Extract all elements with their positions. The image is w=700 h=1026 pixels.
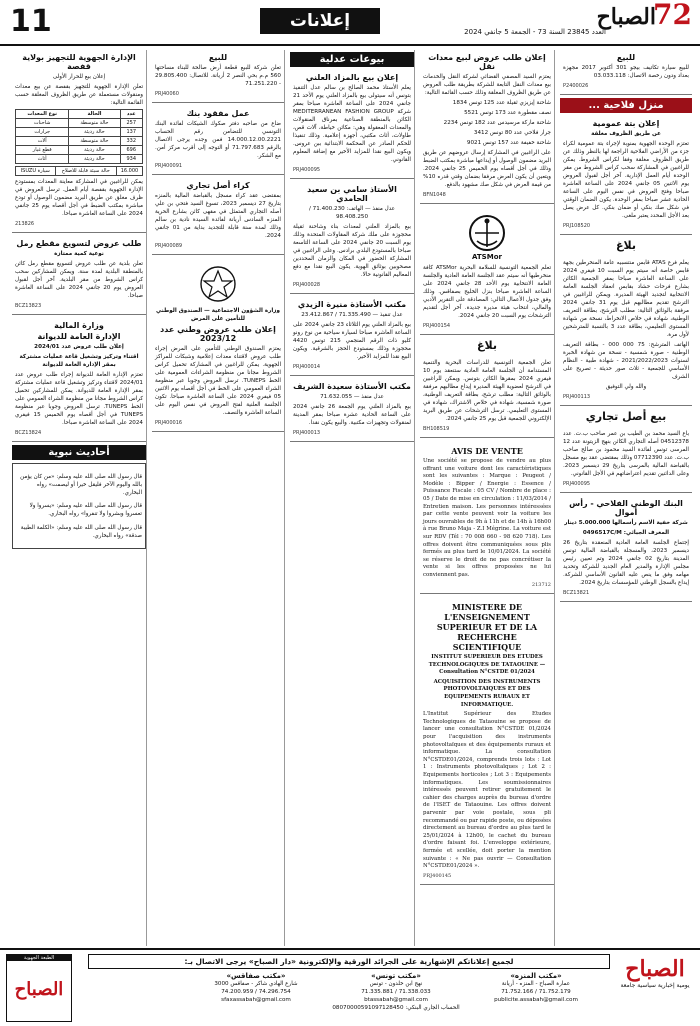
ad-title: الإدارة الجهوية للتجهيز بولاية قفصة (22, 53, 136, 71)
ad-text: بمقتضى عقد كراء مسجل بالقباضة المالية بالمنزه بتاريخ 27 ديسمبر 2023، تسوغ السيد فتحي بن علي أصله التجاري المتمثل في مقهى كائن بشارع الحرية المنزه السادس أريانة لفائدة السيدة نادية بن سالم وذلك لمدة سنة قابلة للتجديد بداية من 01 جانفي 2024. (155, 193, 281, 239)
section-heading: منزل فلاحية ... (560, 98, 692, 113)
ad-org: وزارة الشؤون الاجتماعية — الصندوق الوطني للتأمين على المرض (156, 308, 280, 322)
footer-headline: لجميع إعلاناتكم الإشهارية على الجرائد الورقية والإلكترونية «دار الصباح» يرجى الاتصال بـ: (88, 954, 610, 969)
ad-title: البنك الوطني الفلاحي - رأس أموال (569, 499, 683, 517)
table-cell: 332 (120, 137, 142, 146)
office-address: نهج ابن خلدون - تونس (369, 981, 423, 987)
ad-note: والله ولي التوفيق (605, 384, 647, 390)
ad-ref: PRJ400028 (293, 282, 321, 288)
equipment-table (15, 109, 143, 164)
ad-equipment-sale (12, 50, 146, 233)
atsmor-logo-icon (442, 213, 532, 261)
office-title: «مكتب المنزه» (510, 972, 562, 980)
list-item: شاحنة ماركة مرسيدس عدد 182 تونس 2234 (443, 120, 551, 126)
ad-text: بيع بالمزاد العلني يوم الجمعة 26 جانفي 2024 على الساعة الحادية عشرة صباحا بمقر المدينة لمنقولات وتجهيزات مكتبية. والبيع يكون نقدا. (293, 404, 411, 426)
section-heading: أحاديث نبوية (12, 445, 146, 460)
ad-title: كراء أصل تجاري (186, 181, 250, 190)
ad-consultation (420, 597, 554, 885)
ad-line: شركة خفية الاسم رأسمالها 5.000.000 دينار (564, 520, 688, 526)
ad-title: إعلان بيع بالمزاد العلني (305, 73, 399, 82)
ad-ref: PRJ400016 (155, 420, 183, 426)
ad-bank-notice (560, 496, 692, 602)
list-item: شاحنة خفيفة عدد 157 تونس 9021 (466, 140, 551, 146)
ad-text: على الراغبين في المشاركة إرسال عروضهم عن طريق البريد مضمون الوصول أو إيداعها مباشرة بمكتب الضبط وذلك في أجل أقصاه يوم الخميس 25 جانفي 2024. ويتعين أن يكون العرض مرفقا بضمان وقتي قدره 10% من قيمة العرض في شكل صك مشهود بالدفع. (423, 150, 551, 188)
ad-text: يعتزم السيد المصفي القضائي لشركة النقل والخدمات بيع معدات النقل التابعة للشركة بطريقة طلب العروض عن طريق الظروف المغلقة وذلك حسب القائمة التالية: (423, 74, 551, 96)
table-header-cell: عدد (120, 110, 142, 119)
ad-text: باع السيد محمد بن الطيب بن عمر صاحب ب.ت. عدد 04512378 أصله التجاري الكائن بنهج الزيتونة عدد 12 المرسى تونس لفائدة السيد محمود بن صالح صاحب ب.ت. عدد 07712390 وذلك بمقتضى عقد بيع مسجل بالقباضة المالية بالمرسى بتاريخ 29 ديسمبر 2023. وعلى الدائنين تقديم اعتراضاتهم في الأجل القانوني. (563, 431, 690, 477)
ad-object: اقتناء وتركيز وتشغيل قاعة عمليات مشتركة بمقر الإدارة العامة للديوانة (19, 354, 139, 368)
regional-tag: الطبعة الجهوية (7, 955, 71, 961)
table-header-cell: الحالة (69, 110, 120, 119)
ad-avis-de-vente (420, 441, 554, 594)
table-cell: حالة رديئة (69, 128, 120, 137)
page-number: 11 (10, 4, 52, 39)
table-row (16, 146, 143, 155)
ad-ref: BCZ13824 (15, 430, 42, 436)
table-cell: 934 (120, 155, 142, 164)
ad-text: يعلم الأستاذ محمد الصالح بن سالم عدل التنفيذ بتونس أنه سيتولى بيع بالمزاد العلني يوم الأحد 21 جانفي 2024 على الساعة العاشرة صباحا بمقر شركة MEDITERRANEAN FASHION GROUP الكائن بالمنطقة الصناعية بمرناق المنقولات والمعدات المعقولة وهي: مكائن خياطة، آلات قص، طاولات، أثاث مكتبي، أجهزة إعلامية. وذلك تنفيذا للحكم الصادر عن المحكمة الابتدائية ببن عروس. ويكون البيع نقدا للمزايد الأخير مع إضافة المعلوم القانوني. (293, 85, 411, 163)
table-cell: جرارات (16, 128, 69, 137)
ad-text: ضاع من صاحبه دفتر صكوك الشيكات لفائدة البنك التونسي للتضامن رقم الحساب 14.000.12.00.2221 فمن وجده يرجى الاتصال بالرقم 71.797.683 أو التوجه إلى أقرب مركز أمن. ‏مع الشكر. (155, 121, 281, 159)
ad-lost-item (152, 106, 284, 175)
ad-ref: PRJ400091 (155, 163, 183, 169)
table-row (16, 119, 143, 128)
ad-text: بيع بالمزاد العلني يوم الثلاثاء 23 جانفي 2024 على الساعة العاشرة صباحا لسيارة سياحية من نوع رونو كليو ذات الرقم المنجمي 215 تونس 4420 محجوزة وذلك بمستودع الحجز بالشرقية. ويكون البيع نقدا للمزايد الأخير. (293, 322, 411, 360)
ad-ref: PRJ400145 (423, 872, 452, 879)
ad-text: تعلن الجمعية التونسية للدراسات البحرية والتنمية المستدامة أن الجلسة العامة العادية ستنعقد يوم 10 فيفري 2024 بمقرها الكائن بتونس. ويمكن للراغبين في الترشح لعضوية الهيئة المديرة إيداع مطالبهم مرفقة بالوثائق التالية: مطلب ترشح، بطاقة التعريف الوطنية، صورة شمسية، شهادة في خلاص الاشتراك، شهادة في المستوى التعليمي. ترسل الترشحات عن طريق البريد الإلكتروني للجمعية قبل يوم 25 جانفي 2024. (423, 360, 551, 422)
office-manzah (472, 972, 600, 1004)
table-header-cell: نوع المعدات (16, 110, 69, 119)
ad-subtitle: إعلان بيع للحرار الأولى (52, 74, 106, 80)
ad-title: MINISTERE DE L'ENSEIGNEMENT SUPERIEUR ET DE LA RECHERCHE SCIENTIFIQUE (436, 602, 538, 653)
ad-text: تعتزم الإدارة العامة للديوانة إجراء طلب عروض عدد 2024/01 لاقتناء وتركيز وتشغيل قاعة عمليات مشتركة بمقر الإدارة العامة للديوانة. يمكن للمشاركين تحميل كراس الشروط مجانا من منظومة الشراء العمومي على الخط TUNEPS. ترسل العروض وجوبا عبر منظومة TUNEPS في أجل أقصاه يوم الخميس 15 فيفري 2024 على الساعة العاشرة صباحا. (15, 372, 143, 426)
office-phone: 71.752.179 / 71.752.166 (501, 989, 571, 995)
ad-subtitle: عدل منفذ — الهاتف: 71.400.230 / 98.408.250 (309, 206, 395, 220)
column-4 (152, 50, 285, 946)
ad-subtitle: عن طريق الظروف مغلقة (591, 131, 661, 137)
ad-customs-tender (12, 318, 146, 442)
logo-number: 72 (653, 0, 692, 31)
regional-logo: الصباح (14, 979, 64, 1000)
ad-public-tender (560, 116, 692, 235)
ad-association-notice (420, 356, 554, 438)
hadith-text: قال رسول الله صلى الله عليه وسلم: «الكلمة الطيبة صدقة» رواه البخاري. (20, 524, 142, 539)
issue-info: العدد 23845 السنة 73 - الجمعة 5 جانفي 2024 (464, 28, 606, 36)
ad-auction-3 (290, 297, 414, 376)
ad-object: ACQUISITION DES INSTRUMENTS PHOTOVOLTAIQUES ET DES EQUIPEMENTS RURAUX ET INFORMATIQUE. (433, 678, 541, 708)
ad-ref: PRJ400013 (293, 430, 321, 436)
office-title: «مكتب صفاقس» (226, 972, 286, 980)
table-cell: 137 (120, 128, 142, 137)
ad-subtitle-2: إعلان طلب عروض عدد 2024/01 (34, 344, 124, 350)
hadith-box (12, 463, 146, 549)
table-cell: حالة متوسطة (69, 137, 120, 146)
newspaper-logo (596, 0, 692, 40)
ad-atsmor (420, 207, 554, 335)
ads-content (12, 50, 692, 946)
list-item: شاحنة إيزيزي ثقيلة عدد 125 تونس 1834 (452, 100, 551, 106)
ad-ref: P2400026 (563, 83, 589, 89)
ad-title: الأستاذ سامي بن سعيد الحامدي (307, 185, 397, 203)
office-sfax (192, 972, 320, 1004)
hadith-text: قال رسول الله صلى الله عليه وسلم: «من كان يؤمن بالله واليوم الآخر فليقل خيرا أو ليصمت» رواه البخاري. (20, 473, 142, 496)
table-row (16, 137, 143, 146)
office-tunis (332, 972, 460, 1012)
table-row (16, 155, 143, 164)
ad-land-sale (152, 50, 284, 103)
ad-subtitle: عدل تنفيذ — 71.335.490 / 23.412.867 (301, 312, 403, 318)
page-header (0, 0, 700, 46)
ad-text: بيع بالمزاد العلني لمعدات بناء وشاحنة ثقيلة محجوزة على ملك شركة المقاولات المتحدة وذلك يوم السبت 20 جانفي 2024 على الساعة التاسعة صباحا بالمستودع البلدي برادس. وعلى الراغبين في المشاركة الحضور في المكان والزمان المحددين مصحوبين بوثائق الهوية. يكون البيع نقدا مع دفع المعاليم القانونية حالا. (293, 224, 411, 278)
ad-ref: PRJ400095 (563, 481, 591, 487)
ad-subtitle: نوعية كمية ممتازة (54, 251, 104, 257)
page-footer (0, 948, 700, 1026)
ad-ref: PRJ400014 (293, 364, 321, 370)
ad-ref: BH108519 (423, 426, 450, 432)
ad-ref: BCZ13823 (15, 303, 42, 309)
table-cell: سيارة ISUZU (16, 167, 56, 176)
ad-ref: PRJ400089 (155, 243, 183, 249)
table-cell: 257 (120, 119, 142, 128)
ad-auction-2 (290, 182, 414, 294)
ad-auction-1 (290, 70, 414, 179)
ad-title: للبيع (616, 53, 636, 62)
ad-cnam-tender (152, 258, 284, 432)
footer-logo-tag: يومية إخبارية سياسية جامعة (620, 982, 690, 989)
ad-text: للبيع سيارة تكاتيف بيجو 301 أكتوبر 2017 مجهزة بعداد ودون رخصة الاتصال: 03.033.118 ‏ (563, 65, 689, 79)
column-3 (290, 50, 415, 946)
ad-subtitle: عدل منفذ — 71.632.055 (320, 394, 384, 400)
ad-text: تعلن بلدية عن طلب عروض لتسويغ مقطع رمل كائن بالمنطقة البلدية لمدة سنة. ويمكن للمشاركين سحب كراس الشروط من مقر البلدية. آخر أجل لقبول العروض يوم 20 جانفي 2024 على الساعة العاشرة صباحا. (15, 261, 143, 299)
ad-subtitle: الإدارة العامة للديوانة (37, 332, 121, 341)
table-cell: حالة سيئة قابلة للاصلاح (55, 167, 116, 176)
ad-list: الهاتف المترشح: 75 000 000 - بطاقة التعريف الوطنية - صورة شمسية - نسخة من شهادة الخبرة لسنوات 2021/2022/2023 - شهادة طبية - النظام الأساسي للجمعية - ثلاث صور حديثة - تصريح على الشرف (563, 342, 689, 380)
ad-car-sale (560, 50, 692, 95)
office-address: عمارة الصباح - المنزه - أريانة (501, 981, 571, 987)
ad-business-rent (152, 178, 284, 255)
office-email[interactable]: btassabah@gmail.com (364, 997, 428, 1003)
office-phone: 71.338.033 / 71.335.881 (361, 989, 431, 995)
ad-text: يمكن للراغبين في المشاركة معاينة المعدات بمستودع الإدارة الجهوية بقفصة أيام العمل. ترسل العروض في ظرف مغلق عن طريق البريد مضمون الوصول أو تودع مباشرة بمكتب الضبط في أجل أقصاه يوم 25 جانفي 2024 على الساعة العاشرة صباحا. (15, 179, 143, 217)
ad-ref: PRJ108520 (563, 223, 591, 229)
ad-ref: BCZ13821 (563, 590, 590, 596)
ad-title: للبيع (208, 53, 228, 62)
emblem-icon (198, 264, 238, 304)
ad-ref: PRJ400113 (563, 394, 591, 400)
section-heading: بيوعات عدلية (290, 52, 414, 67)
ad-title: عمل مفقود بنك (186, 109, 250, 118)
ad-text: تعلم الجمعية التونسية للسلامة البحرية ATSMor كافة منخرطيها أنه سيتم عقد الجلسة العامة العادية والجلسة العامة الانتخابية يوم الأحد 28 جانفي 2024 على الساعة العاشرة صباحا بنزل الخليج بصفاقس. وذلك وفق جدول الأعمال التالي: المصادقة على التقرير الأدبي والمالي، انتخاب هيئة مديرة جديدة. آخر أجل لتقديم الترشحات يوم السبت 20 جانفي 2024. (423, 265, 552, 319)
hadith-text: قال رسول الله صلى الله عليه وسلم: «يسروا ولا تعسروا وبشروا ولا تنفروا» رواه البخاري. (29, 503, 142, 518)
column-5 (12, 50, 147, 946)
ad-title: إعلان طلب عروض وطني عدد 2023/12 (160, 325, 276, 343)
ad-text: إجتماع الجلسة العامة العادية المنعقدة بتاريخ 26 ديسمبر 2023، والمسجلة بالقباضة المالية تونس المدينة بتاريخ 02 جانفي 2024 وتم تعيين رئيس مجلس الإدارة والمدير العام الجديد للشركة وتحديد مهامه وفق ما ينص عليه القانون الأساسي للشركة. إيداع بالسجل الوطني للمؤسسات بتاريخ 2024. (563, 540, 689, 586)
column-1 (560, 50, 692, 946)
ad-ref: PRJ40060 (155, 91, 179, 97)
column-2 (420, 50, 555, 946)
footer-logo-word: الصباح (625, 956, 685, 982)
table-cell: قطع غيار (16, 146, 69, 155)
table-cell: حالة رديئة (69, 146, 120, 155)
ad-ref: PRJ400095 (293, 167, 321, 173)
table-row (16, 167, 143, 176)
ad-business-sale (560, 427, 692, 493)
office-phone: 74.296.754 / 74.200.959 (221, 989, 291, 995)
ad-transport-sale (420, 50, 554, 204)
ad-title: مكتب الأستاذة منيرة الزيدي (297, 300, 407, 309)
table-cell: حالة متوسطة (69, 119, 120, 128)
table-cell: آلات (16, 137, 69, 146)
list-item: جرار فلاحي عدد 80 تونس 3412 (473, 130, 551, 136)
ad-text: يعلم فرع ATAS قابس منتسبيه عامة المنخرطين بجهة قابس خاصة أنه سيتم يوم السبت 10 فيفري 2024 على الساعة العاشرة صباحا بمقر الجمعية الكائن بشارع فرحات حشاد بقابس انعقاد الجلسة العامة الانتخابية لتجديد الهيئة المديرة. ويمكن للراغبين في الترشح تقديم مطالبهم قبل يوم 31 جانفي 2024 مرفقة بالوثائق التالية: مطلب الترشح، بطاقة التعريف الوطنية، شهادة في خلاص الانخراط، نسخة من شهادة المستوى التعليمي، بطاقة عدد 3 بالنسبة للمترشحين لأول مرة. (563, 260, 689, 338)
office-email[interactable]: publicite.assabah@gmail.com (494, 997, 578, 1003)
office-title: «مكتب تونس» (371, 972, 421, 980)
table-header-row (16, 110, 143, 119)
atsmor-logo-text: ATSMor (472, 253, 502, 261)
ad-assembly-notice (560, 256, 692, 406)
ad-text: يعتزم الصندوق الوطني للتأمين على المرض إجراء طلب عروض لاقتناء معدات إعلامية وشبكات للمراكز الجهوية. يمكن للراغبين في المشاركة تحميل كراس الشروط مجانا من منظومة الشراءات العمومية على الخط TUNEPS. ترسل العروض وجوبا عبر منظومة الشراء العمومي على الخط في أجل أقصاه يوم الاثنين 05 فيفري 2024 على الساعة العاشرة صباحا. تكون الجلسة العلنية لفتح العروض في نفس اليوم على الساعة العاشرة والنصف. (155, 346, 282, 416)
ad-ref: PRJ400154 (423, 323, 451, 329)
table-cell: شاحنات (16, 119, 69, 128)
ad-sand-quarry (12, 236, 146, 315)
ad-text: تعلن الإدارة الجهوية للتجهيز بقفصة عن بيع معدات ومنقولات مستعملة عن طريق الظروف المغلقة حسب القائمة التالية: (15, 84, 143, 106)
ad-ref: 213712 (531, 581, 551, 588)
list-item: نصف مقطورة عدد 173 تونس 5521 (464, 110, 551, 116)
ad-auction-4 (290, 379, 414, 442)
office-address: شارع الهادي شاكر - صفاقس 3000 (214, 981, 298, 987)
ad-ref: BFN1048 (423, 192, 446, 198)
ad-text: L'Institut Supérieur des Etudes Technologiques de Tataouine se propose de lancer une consultation N°CSTDE 01/2024 pour l'acquisition des instruments photovoltaïques et des équipements ruraux et informatique. La consultation N°CSTDE01/2024, comprends trois lots : Lot 1 : Instruments photovoltaïques ; Lot 2 : Equipements horticoles ; Lot 3 : Equipements informatiques. Les soumissionnaires intéressés peuvent retirer gratuitement le cahier des charges auprès du bureau d'ordre de l'ISET de Tataouine. Les offres doivent parvenir par voie postale, sous pli recommandé ou par rapide poste, ou déposées directement au bureau d'ordre au plus tard le 25/01/2024 à 12h00, le cachet du bureau d'ordre faisant foi. L'enveloppe extérieure, fermée et scellée, doit porter la mention suivante : « Ne pas ouvrir — Consultation N°CSTDE01/2024 ». (423, 711, 551, 870)
regional-edition-badge (6, 954, 72, 1022)
ad-title: إعلان بتة عمومية (592, 119, 660, 128)
table-cell: حالة رديئة (69, 155, 120, 164)
ad-title: مكتب الأستاذة سعيدة الشريف (293, 382, 411, 391)
table-cell: أثاث (16, 155, 69, 164)
ad-title: طلب عروض لتسويغ مقطع رمل (16, 239, 142, 248)
section-heading: بلاغ (477, 339, 497, 352)
ad-text: تعتزم الوحدة الجهوية بمنوبة لإجراء بتة عمومية لكراء جزء من الأراضي الفلاحية الراجعة لها بالنظر وذلك عن طريق الظروف مغلقة وفقا لكراس الشروط. يمكن للراغبين في المشاركة سحب كراس الشروط من مقر الوحدة أيام العمل الإدارية. آخر أجل لقبول العروض يوم الاثنين 05 جانفي 2024 على الساعة العاشرة صباحا وفتح العروض في نفس اليوم على الساعة الحادية عشر صباحا بمقر الوحدة. يكون الضمان الوقتي في شكل صك بنكي أو ضمان بنكي. كل عرض يصل بعد الأجل المحدد يعتبر ملغى. (563, 141, 689, 219)
office-email[interactable]: sfaxassabah@gmail.com (221, 997, 291, 1003)
vehicle-table (15, 166, 143, 176)
ad-ref: 213826 (15, 221, 35, 227)
ad-text: Une société se propose de vendre au plus offrant une voiture dont les caractéristiques sont les suivantes : Marque : Peugeot / Modèle : Bipper / Energie : Essence / Puissance Fiscale : 05 CV / Nombre de place : 05 / Date de mise en circulation : 11/03/2014 / Entretien maison. Les personnes intéressées par cette vente peuvent voir la voiture les jours ouvrables de 9h à 11h et de 14h à 16h00 à rue Bruno Maja - Z.I Mégrine. La voiture est sur RDV (Tél : 70 008 660 - 98 620 718). Les offres doivent être communiquées sous plis fermés au plus tard le 10/01/2024. La société se réserve le droit de ne pas concrétiser la vente si les offres proposées ne lui conviennent pas. (423, 458, 551, 578)
table-cell: 16.000 (116, 167, 142, 176)
section-title: إعلانات (260, 8, 380, 34)
bank-account: الحساب الجاري البنكي: 08070000591097128450 (332, 1005, 460, 1011)
table-cell: 696 (120, 146, 142, 155)
section-heading: بيع أصل تجاري (585, 410, 667, 423)
ad-line: المعرف الجبائي: 0496517C/M (582, 530, 670, 536)
section-heading: بلاغ (616, 239, 636, 252)
ad-title: إعلان طلب عروض لبيع معدات نقل (428, 53, 546, 71)
ad-title: AVIS DE VENTE (451, 446, 523, 456)
table-row (16, 128, 143, 137)
ad-title: وزارة المالية (54, 321, 104, 330)
ad-text: تعلن شركة للبيع قطعة أرض صالحة للبناء مساحتها 560 م.م بحي النصر 2 أريانة. للاتصال: 29.805.400 - 71.251.220 (155, 65, 281, 87)
ad-subtitle: INSTITUT SUPERIEUR DES ETUDES TECHNOLOGIQUES DE TATAOUINE — Consultation N°CSTDE 01/2024 (428, 654, 546, 676)
footer-logo (620, 956, 690, 989)
logo-word: الصباح (596, 4, 656, 30)
